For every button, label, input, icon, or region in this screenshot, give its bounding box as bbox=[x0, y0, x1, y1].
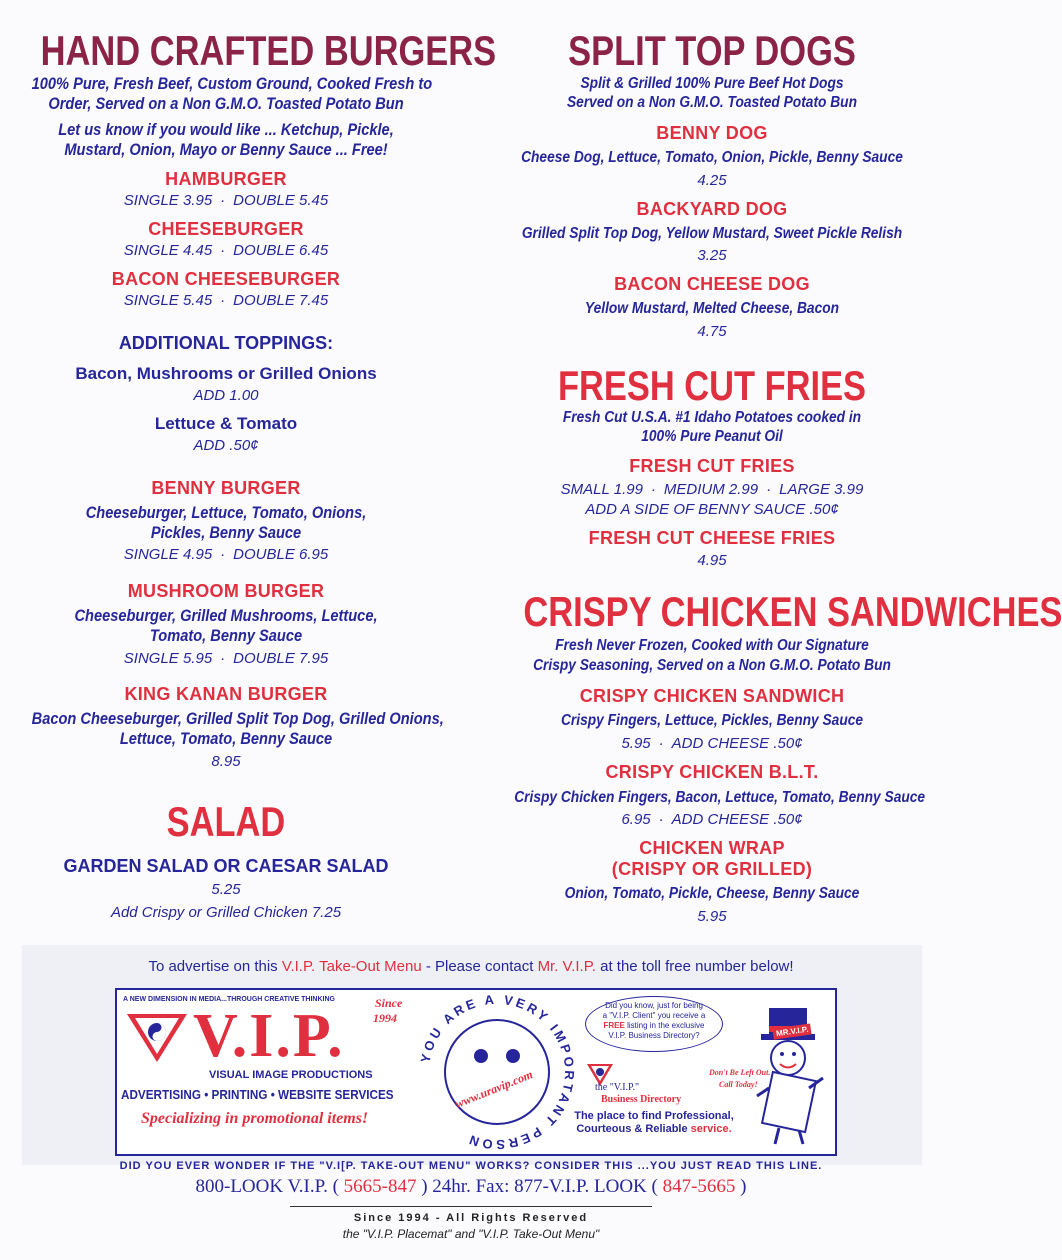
chicken-title: CRISPY CHICKEN SANDWICHES bbox=[523, 588, 1062, 635]
right-column bbox=[482, 0, 1062, 930]
backyard-dog-name: BACKYARD DOG bbox=[636, 199, 788, 219]
king-kanan-desc-1: Bacon Cheeseburger, Grilled Split Top Dog, Grilled Onions, bbox=[31, 709, 444, 728]
topping-2-price: ADD .50¢ bbox=[193, 437, 259, 454]
services: ADVERTISING • PRINTING • WEBSITE SERVICES bbox=[121, 1087, 394, 1102]
benny-burger-price: SINGLE 4.95 · DOUBLE 6.95 bbox=[123, 546, 329, 563]
chicken-blt-price: 6.95 · ADD CHEESE .50¢ bbox=[621, 811, 803, 828]
backyard-dog-desc: Grilled Split Top Dog, Yellow Mustard, Sweet Pickle Relish bbox=[521, 225, 903, 242]
salad-addon: Add Crispy or Grilled Chicken 7.25 bbox=[110, 904, 342, 921]
hamburger-price: SINGLE 3.95 · DOUBLE 5.45 bbox=[123, 192, 329, 209]
chicken-wrap-price: 5.95 bbox=[697, 908, 727, 925]
fries-desc-1: Fresh Cut U.S.A. #1 Idaho Potatoes cooked in bbox=[562, 409, 862, 426]
website[interactable]: www.uravip.com bbox=[453, 1067, 535, 1111]
burgers-note-1: Let us know if you would like ... Ketchup, Pickle, bbox=[58, 120, 394, 139]
benny-sauce-side: ADD A SIDE OF BENNY SAUCE .50¢ bbox=[585, 501, 839, 518]
chicken-wrap-desc: Onion, Tomato, Pickle, Cheese, Benny Sauce bbox=[564, 885, 860, 902]
cheeseburger-price: SINGLE 4.45 · DOUBLE 6.45 bbox=[123, 242, 329, 259]
call-today: Call Today! bbox=[719, 1080, 758, 1089]
cheese-fries-price: 4.95 bbox=[697, 552, 727, 569]
king-kanan-price: 8.95 bbox=[211, 753, 241, 770]
salad-price: 5.25 bbox=[211, 881, 241, 898]
vip-logo-text: V.I.P. bbox=[193, 1002, 345, 1070]
advertise-line: To advertise on this V.I.P. Take-Out Menu - Please contact Mr. V.I.P. at the toll free number below! bbox=[148, 958, 794, 975]
bacon-cheese-dog-desc: Yellow Mustard, Melted Cheese, Bacon bbox=[584, 300, 840, 317]
since-label: Since bbox=[375, 996, 403, 1010]
burgers-desc-1: 100% Pure, Fresh Beef, Custom Ground, Cooked Fresh to bbox=[31, 74, 433, 93]
specializing: Specializing in promotional items! bbox=[141, 1110, 369, 1127]
bubble-line-1: Did you know, just for being bbox=[605, 1001, 703, 1010]
bubble-line-3: FREE listing in the exclusive bbox=[603, 1021, 705, 1030]
fries-sizes: SMALL 1.99 · MEDIUM 2.99 · LARGE 3.99 bbox=[560, 481, 864, 498]
dogs-title: SPLIT TOP DOGS bbox=[568, 27, 856, 74]
burgers-desc-2: Order, Served on a Non G.M.O. Toasted Potato Bun bbox=[48, 94, 404, 113]
chicken-desc-2: Crispy Seasoning, Served on a Non G.M.O. Potato Bun bbox=[533, 657, 891, 674]
king-kanan-name: KING KANAN BURGER bbox=[124, 684, 328, 704]
benny-dog-name: BENNY DOG bbox=[656, 123, 768, 143]
footer-copyright: Since 1994 - All Rights Reserved bbox=[353, 1212, 589, 1224]
bubble-line-4: V.I.P. Business Directory? bbox=[608, 1031, 700, 1040]
burgers-title: HAND CRAFTED BURGERS bbox=[40, 27, 497, 74]
salad-title: SALAD bbox=[166, 798, 286, 845]
topping-2: Lettuce & Tomato bbox=[154, 414, 298, 433]
bacon-cheeseburger-price: SINGLE 5.45 · DOUBLE 7.45 bbox=[123, 292, 329, 309]
dogs-desc-1: Split & Grilled 100% Pure Beef Hot Dogs bbox=[580, 75, 844, 92]
chicken-sandwich-desc: Crispy Fingers, Lettuce, Pickles, Benny Sauce bbox=[560, 712, 864, 729]
burgers-note-2: Mustard, Onion, Mayo or Benny Sauce ... Free! bbox=[64, 140, 388, 159]
cheeseburger-name: CHEESEBURGER bbox=[148, 219, 304, 239]
directory-line-1: the "V.I.P." bbox=[595, 1082, 640, 1093]
toppings-title: ADDITIONAL TOPPINGS: bbox=[118, 333, 334, 353]
cheese-fries-name: FRESH CUT CHEESE FRIES bbox=[588, 528, 836, 548]
mushroom-burger-desc-1: Cheeseburger, Grilled Mushrooms, Lettuce, bbox=[74, 606, 378, 625]
benny-burger-name: BENNY BURGER bbox=[151, 478, 301, 498]
footer-wonder-line: DID YOU EVER WONDER IF THE "V.I[P. TAKE-OUT MENU" WORKS? CONSIDER THIS ...YOU JUST READ THIS LINE. bbox=[119, 1160, 823, 1172]
chicken-blt-name: CRISPY CHICKEN B.L.T. bbox=[605, 762, 819, 782]
directory-line-2: Business Directory bbox=[601, 1094, 682, 1105]
directory-tagline: The place to find Professional, Courteous & Reliable service. bbox=[574, 1110, 734, 1135]
mushroom-burger-desc-2: Tomato, Benny Sauce bbox=[149, 626, 303, 645]
left-column bbox=[0, 0, 497, 930]
fries-title: FRESH CUT FRIES bbox=[557, 362, 867, 409]
topping-1: Bacon, Mushrooms or Grilled Onions bbox=[75, 364, 377, 383]
bacon-cheese-dog-price: 4.75 bbox=[697, 323, 727, 340]
chicken-desc-1: Fresh Never Frozen, Cooked with Our Signature bbox=[555, 637, 869, 654]
king-kanan-desc-2: Lettuce, Tomato, Benny Sauce bbox=[119, 729, 333, 748]
fries-desc-2: 100% Pure Peanut Oil bbox=[641, 428, 783, 445]
vip-logo-icon bbox=[127, 1014, 187, 1064]
company-name: VISUAL IMAGE PRODUCTIONS bbox=[209, 1069, 373, 1081]
mushroom-burger-name: MUSHROOM BURGER bbox=[127, 581, 325, 601]
benny-dog-desc: Cheese Dog, Lettuce, Tomato, Onion, Pickle, Benny Sauce bbox=[521, 149, 903, 166]
dogs-desc-2: Served on a Non G.M.O. Toasted Potato Bun bbox=[566, 94, 858, 111]
vip-ad-box bbox=[115, 988, 837, 1156]
chicken-wrap-option: (CRISPY OR GRILLED) bbox=[611, 859, 813, 879]
hamburger-name: HAMBURGER bbox=[165, 169, 287, 189]
vip-tagline: A NEW DIMENSION IN MEDIA...THROUGH CREATIVE THINKING bbox=[123, 996, 335, 1003]
backyard-dog-price: 3.25 bbox=[697, 247, 727, 264]
dont-be-left-out: Don't Be Left Out. bbox=[709, 1068, 771, 1077]
footer-phone-line: 800-LOOK V.I.P. ( 5665-847 ) 24hr. Fax: 877-V.I.P. LOOK ( 847-5665 ) bbox=[195, 1176, 747, 1197]
bubble-line-2: a "V.I.P. Client" you receive a bbox=[602, 1011, 706, 1020]
topping-1-price: ADD 1.00 bbox=[193, 387, 259, 404]
mushroom-burger-price: SINGLE 5.95 · DOUBLE 7.95 bbox=[123, 650, 329, 667]
chicken-sandwich-name: CRISPY CHICKEN SANDWICH bbox=[579, 686, 845, 706]
bacon-cheese-dog-name: BACON CHEESE DOG bbox=[614, 274, 810, 294]
benny-dog-price: 4.25 bbox=[697, 172, 727, 189]
chicken-sandwich-price: 5.95 · ADD CHEESE .50¢ bbox=[621, 735, 803, 752]
circle-text: YOU ARE A VERY IMPORTANT PERSON bbox=[417, 992, 577, 1152]
benny-burger-desc-2: Pickles, Benny Sauce bbox=[150, 523, 302, 542]
benny-burger-desc-1: Cheeseburger, Lettuce, Tomato, Onions, bbox=[85, 503, 367, 522]
bacon-cheeseburger-name: BACON CHEESEBURGER bbox=[111, 269, 341, 289]
chicken-blt-desc: Crispy Chicken Fingers, Bacon, Lettuce, Tomato, Benny Sauce bbox=[514, 789, 926, 806]
footer-divider bbox=[290, 1206, 652, 1207]
vip-smiley-badge bbox=[417, 992, 577, 1152]
speech-bubble bbox=[585, 996, 723, 1052]
fresh-cut-fries-name: FRESH CUT FRIES bbox=[629, 456, 795, 476]
since-year: 1994 bbox=[373, 1011, 397, 1025]
salad-name: GARDEN SALAD OR CAESAR SALAD bbox=[63, 856, 389, 876]
footer-products: the "V.I.P. Placemat" and "V.I.P. Take-Out Menu" bbox=[342, 1227, 600, 1241]
chicken-wrap-name: CHICKEN WRAP bbox=[639, 838, 785, 858]
mascot-hat-label: MR.V.I.P. bbox=[772, 1023, 812, 1039]
